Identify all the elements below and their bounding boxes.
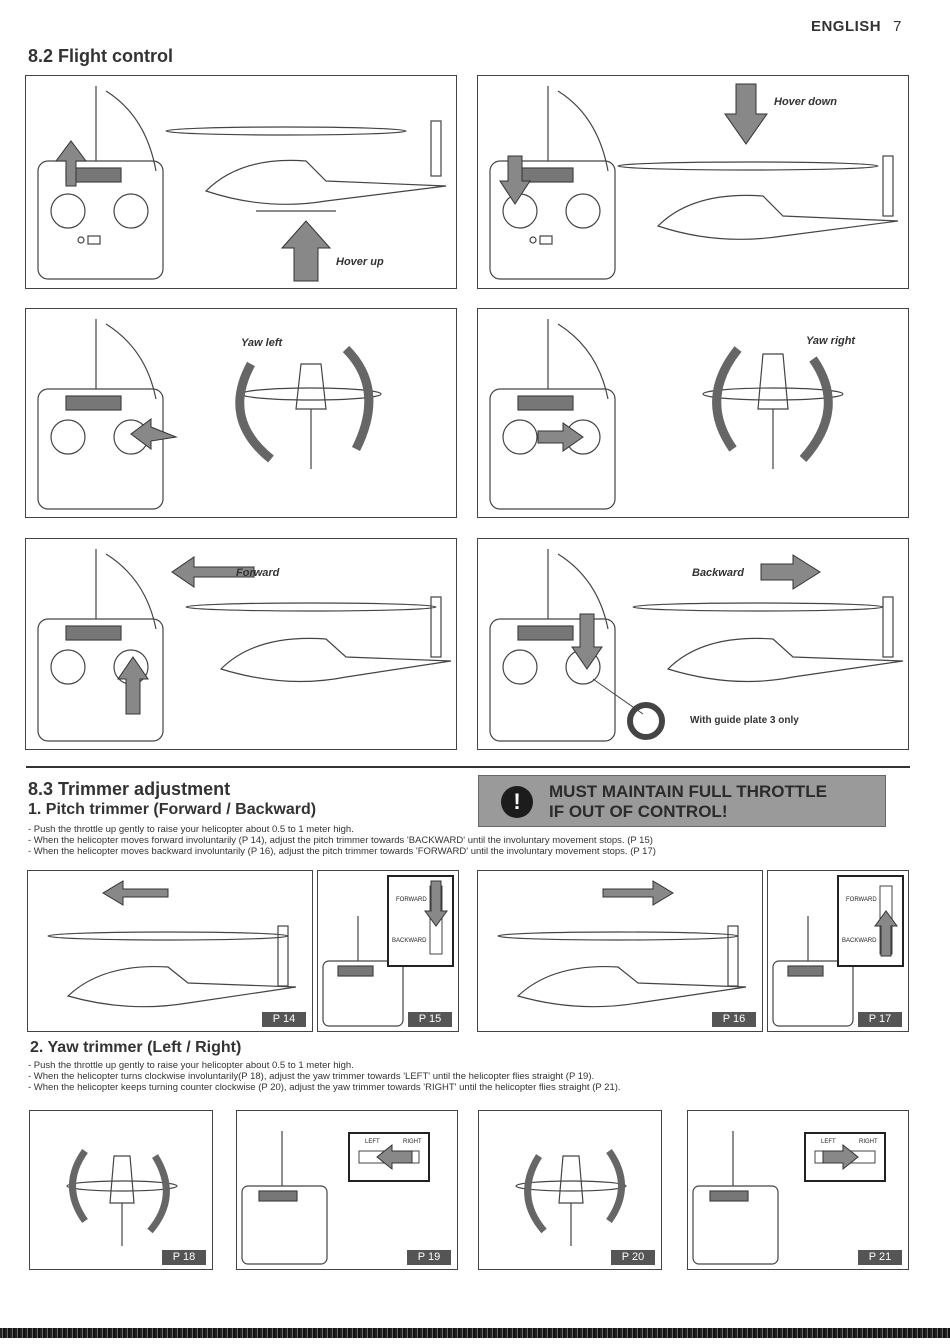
list-item: - When the helicopter moves backward involuntarily (P 16), adjust the pitch trimmer towards 'FORWARD' until the involuntary movement stops. (P 17)	[28, 846, 656, 857]
panel-p21	[687, 1110, 909, 1270]
p16-illustration	[478, 871, 763, 1032]
transmitter-icon	[490, 319, 615, 509]
trim-forward-label: FORWARD	[846, 897, 877, 903]
hover-up-label: Hover up	[336, 256, 384, 268]
panel-hover-up	[25, 75, 457, 289]
yaw-left-label: Yaw left	[241, 337, 283, 349]
warning-icon: !	[501, 786, 533, 818]
panel-p17	[767, 870, 909, 1032]
arrow-left-icon	[103, 881, 168, 905]
language-label: ENGLISH	[810, 18, 882, 35]
page-number: 7	[893, 18, 902, 35]
helicopter-icon	[166, 121, 446, 211]
page-tag: P 19	[407, 1250, 451, 1265]
trimmer-title: 8.3 Trimmer adjustment	[28, 779, 231, 799]
transmitter-icon	[38, 319, 163, 509]
p20-illustration	[479, 1111, 662, 1270]
trim-forward-label: FORWARD	[396, 897, 427, 903]
trim-left-label: LEFT	[821, 1139, 836, 1145]
warning-line-1: MUST MAINTAIN FULL THROTTLE	[549, 782, 827, 801]
arrow-left-icon	[131, 419, 176, 449]
forward-label: Forward	[236, 567, 280, 579]
list-item: - When the helicopter turns clockwise involuntarily(P 18), adjust the yaw trimmer towards 'LEFT' until the helicopter flies straight (P 19).	[28, 1071, 595, 1082]
helicopter-icon	[48, 926, 296, 1007]
panel-backward	[477, 538, 909, 750]
panel-p18	[29, 1110, 213, 1270]
yaw-instructions	[28, 1060, 621, 1093]
section-divider	[26, 766, 910, 768]
transmitter-icon	[38, 86, 163, 279]
page-tag: P 18	[162, 1250, 206, 1265]
trimmer-zoom-box	[388, 876, 453, 966]
footer-bar	[0, 1328, 950, 1338]
page-header	[811, 18, 902, 35]
panel-p20	[478, 1110, 662, 1270]
rotate-arrow-icon	[73, 1151, 86, 1221]
rotate-arrow-icon	[609, 1151, 622, 1221]
rotate-arrow-icon	[528, 1156, 544, 1231]
hover-down-illustration	[478, 76, 909, 289]
rotate-arrow-icon	[240, 364, 271, 459]
panel-p14	[27, 870, 313, 1032]
panel-yaw-right	[477, 308, 909, 518]
pitch-trimmer-title: 1. Pitch trimmer (Forward / Backward)	[28, 801, 317, 818]
p21-illustration	[688, 1111, 909, 1270]
transmitter-icon	[490, 549, 615, 741]
p19-illustration	[237, 1111, 458, 1270]
helicopter-icon	[498, 926, 746, 1007]
p17-illustration	[768, 871, 909, 1032]
page-tag: P 21	[858, 1250, 902, 1265]
arrow-right-icon	[603, 881, 673, 905]
trim-backward-label: BACKWARD	[842, 938, 877, 944]
helicopter-icon	[633, 597, 903, 682]
transmitter-icon	[242, 1131, 327, 1264]
hover-up-illustration	[26, 76, 457, 289]
list-item: - Push the throttle up gently to raise your helicopter about 0.5 to 1 meter high.	[28, 824, 354, 835]
arrow-right-icon	[538, 423, 583, 451]
trim-right-label: RIGHT	[403, 1139, 422, 1145]
page-tag: P 14	[262, 1012, 306, 1027]
yaw-right-label: Yaw right	[806, 335, 856, 347]
arrow-right-icon	[761, 555, 820, 589]
panel-yaw-left	[25, 308, 457, 518]
warning-banner	[478, 775, 886, 827]
warning-text	[549, 782, 827, 822]
guide-plate-note: With guide plate 3 only	[690, 715, 799, 726]
helicopter-icon	[186, 597, 451, 682]
p14-illustration	[28, 871, 313, 1032]
hover-down-label: Hover down	[774, 96, 837, 108]
pitch-instructions	[28, 824, 656, 857]
flight-control-title: 8.2 Flight control	[28, 46, 174, 66]
page-tag: P 17	[858, 1012, 902, 1027]
page-tag: P 15	[408, 1012, 452, 1027]
panel-p15	[317, 870, 459, 1032]
arrow-up-icon	[118, 657, 148, 714]
transmitter-icon	[693, 1131, 778, 1264]
list-item: - When the helicopter keeps turning counter clockwise (P 20), adjust the yaw trimmer towards 'RIGHT' until the helicopter flies straight (P 21).	[28, 1082, 621, 1093]
list-item: - When the helicopter moves forward involuntarily (P 14), adjust the pitch trimmer towards 'BACKWARD' until the involuntary movement stops. (P 15)	[28, 835, 653, 846]
trim-left-label: LEFT	[365, 1139, 380, 1145]
trim-right-label: RIGHT	[859, 1139, 878, 1145]
transmitter-icon	[38, 549, 163, 741]
trim-backward-label: BACKWARD	[392, 938, 427, 944]
page-tag: P 20	[611, 1250, 655, 1265]
arrow-down-icon	[572, 614, 602, 669]
panel-p16	[477, 870, 763, 1032]
p18-illustration	[30, 1111, 213, 1270]
arrow-up-icon	[282, 221, 330, 281]
guide-plate-icon	[630, 705, 662, 737]
rotate-arrow-icon	[803, 359, 828, 459]
yaw-trimmer-title: 2. Yaw trimmer (Left / Right)	[30, 1039, 242, 1056]
warning-line-2: IF OUT OF CONTROL!	[549, 802, 728, 821]
panel-p19	[236, 1110, 458, 1270]
list-item: - Push the throttle up gently to raise your helicopter about 0.5 to 1 meter high.	[28, 1060, 354, 1071]
backward-label: Backward	[692, 567, 744, 579]
panel-forward	[25, 538, 457, 750]
helicopter-icon	[618, 156, 898, 239]
p15-illustration	[318, 871, 459, 1032]
arrow-down-icon	[725, 84, 767, 144]
page-tag: P 16	[712, 1012, 756, 1027]
rotate-arrow-icon	[150, 1156, 166, 1231]
panel-hover-down	[477, 75, 909, 289]
